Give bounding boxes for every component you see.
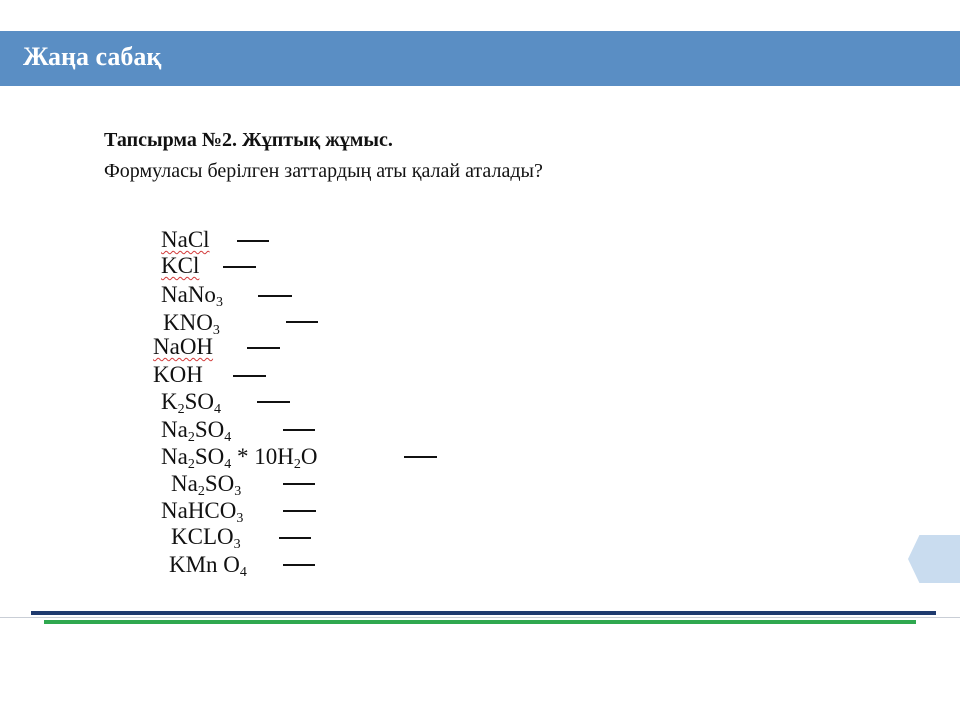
formula-text: $Na_2SO_4$ bbox=[161, 417, 232, 445]
answer-dash bbox=[283, 429, 315, 431]
formula-text: NaOH bbox=[153, 334, 214, 359]
footer-rule-blue bbox=[31, 611, 936, 615]
slide-title: Жаңа сабақ bbox=[23, 42, 162, 71]
formula-item bbox=[161, 389, 222, 417]
answer-dash bbox=[237, 240, 269, 242]
formula-text: $Na_2SO_4 * 10H_2O$ bbox=[161, 444, 318, 472]
formula-item bbox=[161, 417, 232, 445]
left-arrow-tab-icon[interactable] bbox=[908, 535, 960, 583]
answer-dash bbox=[233, 375, 266, 377]
formula-item bbox=[171, 471, 242, 499]
formula-text: $KNO_3$ bbox=[163, 310, 220, 338]
formula-text: NaCl bbox=[161, 227, 210, 252]
answer-dash bbox=[258, 295, 292, 297]
answer-dash bbox=[283, 564, 315, 566]
formula-item bbox=[161, 498, 244, 526]
answer-dash bbox=[283, 510, 316, 512]
answer-dash bbox=[257, 401, 290, 403]
formula-item bbox=[171, 524, 241, 552]
formula-text: KCl bbox=[161, 253, 200, 278]
formula-item bbox=[161, 282, 223, 310]
formula-item bbox=[153, 363, 203, 386]
formula-item bbox=[161, 228, 210, 251]
answer-dash bbox=[286, 321, 318, 323]
formula-text: KMn $O_4$ bbox=[169, 552, 247, 580]
formula-text: $Na_2SO_3$ bbox=[171, 471, 242, 499]
formula-text: $KCLO_3$ bbox=[171, 524, 241, 552]
answer-dash bbox=[279, 537, 311, 539]
answer-dash bbox=[223, 266, 256, 268]
formula-item bbox=[169, 552, 247, 580]
answer-dash bbox=[404, 456, 437, 458]
formula-item bbox=[161, 254, 199, 277]
footer-rule-green bbox=[44, 620, 916, 624]
task-title: Тапсырма №2. Жұптық жұмыс. bbox=[104, 129, 393, 151]
formula-item bbox=[153, 335, 213, 358]
formula-item bbox=[161, 444, 318, 472]
formula-text: NaNo$_3$ bbox=[161, 282, 223, 310]
formula-text: NaHCO$_3$ bbox=[161, 498, 244, 526]
formula-item bbox=[163, 310, 220, 338]
formula-text: $K_2SO_4$ bbox=[161, 389, 222, 417]
task-question: Формуласы берілген заттардың аты қалай аталады? bbox=[104, 160, 543, 182]
answer-dash bbox=[283, 483, 315, 485]
footer-rule-thin bbox=[0, 617, 960, 618]
answer-dash bbox=[247, 347, 280, 349]
formula-text: KOH bbox=[153, 362, 203, 387]
